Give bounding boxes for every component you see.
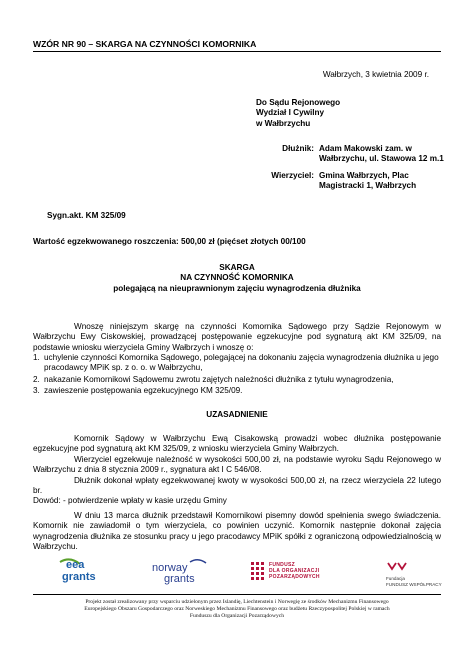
list-item (33, 353, 441, 374)
debtor-details (319, 144, 444, 165)
fundacja-logo-line-1: Fundacja (386, 576, 405, 581)
addressee-line-3: w Wałbrzychu (256, 118, 311, 128)
list-item-text: nakazanie Komornikowi Sądowemu zwrotu zajętych należności dłużnika z tytułu wynagrodzenia, (44, 374, 394, 384)
fundusz-logo-line-1: FUNDUSZ (269, 562, 295, 568)
addressee-block (256, 98, 340, 129)
footer-rule (33, 594, 441, 595)
footer-line-1: Projekt został zrealizowany przy wsparciu udzielonym przez Islandię, Liechtenstein i Norwegię ze środków Mechanizmu Finansowego (85, 599, 389, 605)
eea-logo-word-1: eea (66, 559, 85, 571)
list-item-number: 2. (33, 374, 40, 384)
case-reference: Sygn.akt. KM 325/09 (47, 211, 126, 220)
creditor-details (319, 171, 416, 192)
addressee-line-2: Wydział I Cywilny (256, 108, 325, 118)
fundacja-logo-text (386, 576, 442, 587)
justification-paragraph-2: Wierzyciel egzekwuje należność w wysokości 500,00 zł, na podstawie wyroku Sądu Rejonowego w Wałbrzychu z dnia 8 stycznia 2009 r., sygnatura akt I C 546/08. (33, 454, 441, 475)
fundusz-logo (250, 560, 330, 588)
evidence-note: Dowód: - potwierdzenie wpłaty w kasie urzędu Gminy (33, 496, 227, 506)
justification-paragraph-1: Komornik Sądowy w Wałbrzychu Ewą Cisakowską prowadzi wobec dłużnika postępowanie egzekucyjne pod sygnaturą akt KM 325/09, z wniosku wierzyciela Gminy Wałbrzych. (33, 434, 441, 454)
list-item-text: zawieszenie postępowania egzekucyjnego KM 325/09. (44, 386, 243, 396)
debtor-label: Dłużnik: (282, 144, 314, 153)
document-title-line-2: NA CZYNNOŚĆ KOMORNIKA (180, 273, 294, 283)
claim-value: Wartość egzekwowanego roszczenia: 500,00 zł (pięćset złotych 00/100 (33, 237, 306, 246)
justification-body (33, 434, 441, 507)
fundusz-logo-text (269, 562, 320, 580)
document-title (33, 263, 441, 294)
creditor-line-2: Magistracki 1, Wałbrzych (319, 181, 417, 191)
list-item-text: uchylenie czynności Komornika Sądowego, polegającej na dokonaniu zajęcia wynagrodzenia dłużnika u jego pracodawcy MPiK sp. z o. o. w Wałbrzychu, (44, 353, 439, 373)
eea-grants-logo (58, 558, 118, 588)
document-header-title: WZÓR NR 90 – SKARGA NA CZYNNOŚCI KOMORNIKA (33, 39, 257, 49)
document-title-line-3: polegającą na nieuprawnionym zajęciu wynagrodzenia dłużnika (113, 283, 361, 293)
footer-note (33, 599, 441, 620)
place-date: Wałbrzych, 3 kwietnia 2009 r. (322, 70, 429, 79)
footer-line-3: Funduszu dla Organizacji Pozarządowych (189, 613, 285, 619)
justification-heading: UZASADNIENIE (206, 410, 268, 419)
fundacja-logo (384, 560, 444, 590)
fundusz-grid-icon (250, 560, 266, 586)
creditor-line-1: Gmina Wałbrzych, Plac (319, 171, 409, 180)
list-item-number: 1. (33, 353, 40, 362)
eea-logo-word-2: grants (62, 571, 96, 583)
list-item (33, 386, 441, 396)
fundusz-logo-line-2: DLA ORGANIZACJI (269, 568, 320, 574)
fundacja-logo-line-2: FUNDUSZ WSPÓŁPRACY (386, 581, 442, 587)
debtor-line-2: Wałbrzychu, ul. Stawowa 12 m.1 (319, 154, 444, 164)
header-rule (33, 51, 441, 52)
addressee-line-1: Do Sądu Rejonowego (256, 98, 341, 107)
norway-logo-word-2: grants (164, 573, 195, 585)
norway-grants-logo (152, 558, 212, 588)
footer-line-2: Europejskiego Obszaru Gospodarczego oraz Norweskiego Mechanizmu Finansowego oraz budżetu Rzeczypospolitej Polskiej w ramach (84, 606, 390, 612)
requests-list (33, 353, 441, 397)
intro-paragraph: Wnoszę niniejszym skargę na czynności Komornika Sądowego przy Sądzie Rejonowym w Wałbrzychu Ewy Ciskowskiej, prowadzącej postępowanie egzekucyjne pod sygnaturą akt KM 325/09, na podstawie wniosku wierzyciela Gminy Wałbrzych i wnoszę o: (33, 322, 441, 352)
norway-logo-word-1: norway (152, 562, 188, 574)
final-paragraph: W dniu 13 marca dłużnik przedstawił Komornikowi pisemny dowód spełnienia swego świadczenia. Komornik nie zawiadomił o tym wierzyciela, co powinien uczynić. Komornik następnie dokonał zajęcia wynagrodzenia dłużnika ze stosunku pracy u jego pracodawcy MPiK spółki z ograniczoną odpowiedzialnością w Wałbrzychu. (33, 511, 441, 552)
justification-paragraph-3: Dłużnik dokonał wpłaty egzekwowanej kwoty w wysokości 500,00 zł, na rzecz wierzyciela 22 lutego br. (33, 475, 441, 496)
list-item (33, 375, 441, 385)
creditor-label: Wierzyciel: (271, 171, 314, 180)
debtor-line-1: Adam Makowski zam. w (319, 144, 412, 153)
fundusz-logo-line-3: POZARZĄDOWYCH (269, 574, 320, 580)
list-item-number: 3. (33, 386, 40, 396)
fundacja-mark-icon (386, 560, 416, 574)
document-title-line-1: SKARGA (219, 263, 255, 272)
